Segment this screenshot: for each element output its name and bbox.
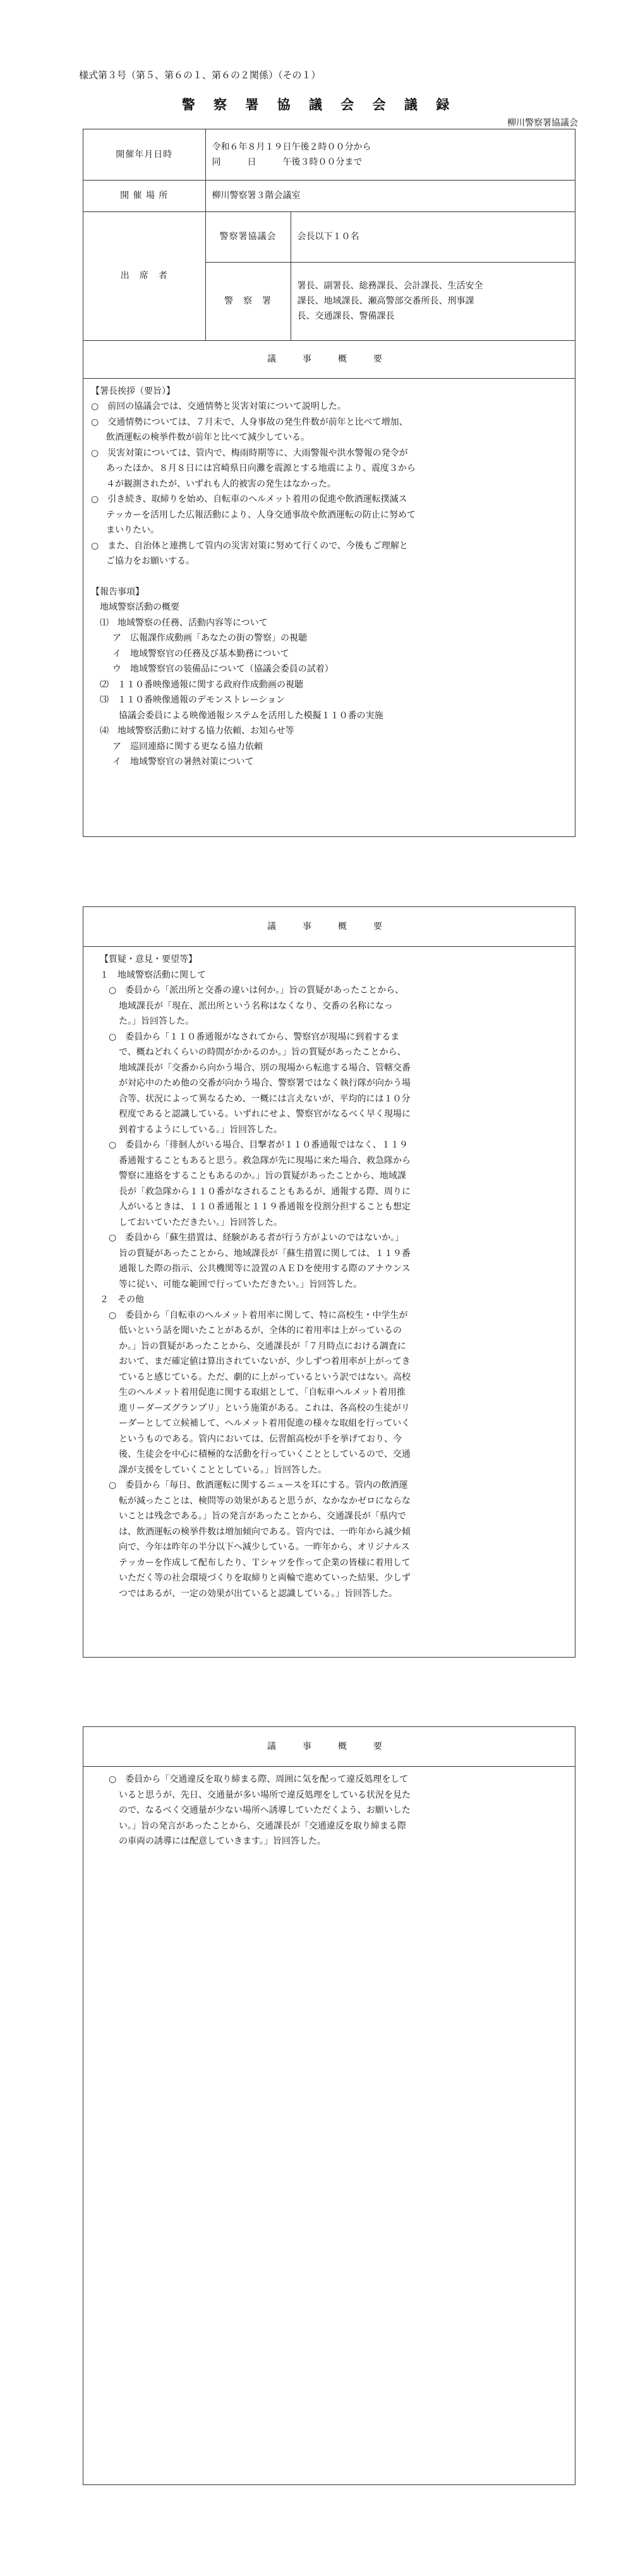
text-line: 旨の質疑があったことから、地域課長が「蘇生措置に関しては、１１９番 (119, 1248, 411, 1259)
text-line: 協議会委員による映像通報システムを活用した模擬１１０番の実施 (119, 710, 383, 721)
text-line: 向で、今年は昨年の半分以下へ減少している。一昨年から、オリジナルス (119, 1542, 410, 1552)
text-line: イ 地域警察官の任務及び基本勤務について (112, 648, 289, 659)
text-line: ーダーとして立候補して、ヘルメット着用促進の様々な取組を行っていく (119, 1418, 411, 1428)
form-number: 様式第３号（第５、第６の１、第６の２関係）（その１） (79, 69, 321, 81)
text-line: 地域警察活動の概要 (100, 602, 179, 612)
text-line: 後、生徒会を中心に積極的な活動を行っていくこととしているので、交通 (119, 1449, 411, 1459)
text-line: た。」旨回答した。 (119, 1016, 194, 1026)
text-line: か。」旨の質疑があったことから、交通課長が「７月時点における調査に (119, 1341, 406, 1351)
text-line: ２ その他 (100, 1295, 144, 1305)
text-line: で、概ねどれくらいの時間がかかるのか。」旨の質疑があったことから、 (119, 1047, 406, 1057)
attendees-label: 出 席 者 (83, 211, 205, 340)
minutes-page-3 (83, 1726, 575, 2485)
text-line: 番通報することもあると思う。救急隊が先に現場に来た場合、救急隊から (119, 1155, 411, 1166)
text-line: 到着するようにしている。」旨回答した。 (119, 1124, 282, 1135)
text-line: 低いという話を聞いたことがあるが、全体的に着用率は上がっているの (119, 1326, 402, 1336)
text-line: 合等、状況によって異なるため、一概には言えないが、平均的には１０分 (119, 1093, 411, 1104)
text-line: ていると感じている。ただ、劇的に上がっているという訳ではない。高校 (119, 1372, 411, 1382)
page-3-body (83, 1767, 575, 1858)
text-line: ⑶ １１０番映像通報のデモンストレーション (100, 695, 286, 705)
text-line: 課が支援をしていくこととしている。」旨回答した。 (119, 1464, 327, 1475)
text-line: ア 巡回連絡に関する更なる協力依頼 (112, 741, 263, 752)
text-line: ○ 引き続き、取締りを始め、自転車のヘルメット着用の促進や飲酒運転撲滅ス (91, 494, 407, 504)
text-line: あったほか、８月８日には宮崎県日向灘を震源とする地震により、震度３から (106, 463, 416, 473)
text-line: いると思うが、先日、交通量が多い場所で違反処理をしている状況を見た (119, 1790, 411, 1800)
council-label: 警察署協議会 (205, 211, 291, 262)
text-line: ○ 委員から「交通違反を取り締まる際、周囲に気を配って違反処理をして (100, 1774, 409, 1784)
section-heading: 議 事 概 要 (83, 907, 575, 947)
text-line: ⑴ 地域警察の任務、活動内容等について (100, 617, 268, 628)
document-title: 警 察 署 協 議 会 会 議 録 (181, 97, 457, 112)
text-line: 地域課長が「現在、派出所という名称はなくなり、交番の名称になっ (119, 1000, 393, 1011)
text-line: 等に従い、可能な範囲で行っていただきたい。」旨回答した。 (119, 1279, 362, 1290)
text-line: 長が「救急隊から１１０番がなされることもあるが、通報する際、周りに (119, 1186, 411, 1197)
minutes-page-1 (83, 129, 575, 837)
organization-name: 柳川警察署協議会 (507, 118, 578, 128)
text-line: が対応中のため他の交番が向かう場合、警察署ではなく執行隊が向かう場 (119, 1078, 411, 1088)
council-value: 会長以下１０名 (291, 211, 575, 262)
text-line: つではあるが、一定の効果が出ていると認識している。」旨回答した。 (119, 1588, 397, 1599)
page-1-body (83, 379, 575, 779)
text-line: 警察に連絡をすることもあるのか。」旨の質疑があったことから、地域課 (119, 1171, 406, 1181)
text-line: しておいていただきたい。」旨回答した。 (119, 1217, 282, 1228)
text-line: おいて、まだ確定値は算出されていないが、少しずつ着用率が上がってき (119, 1356, 411, 1367)
text-line: というものである。管内においては、伝習館高校が手を挙げており、今 (119, 1433, 402, 1444)
text-line: ○ 委員から「徘徊人がいる場合、目撃者が１１０番通報ではなく、１１９ (100, 1140, 408, 1150)
text-line: テッカーを活用した広報活動により、人身交通事故や飲酒運転の防止に努めて (106, 509, 416, 520)
text-line: ○ 委員から「毎日、飲酒運転に関するニュースを耳にする。管内の飲酒運 (100, 1480, 408, 1490)
text-line: 進リーダーズグランプリ」という施策がある。これは、各高校の生徒がリ (119, 1403, 410, 1413)
date-value: 令和６年８月１９日午後２時００分から 同 日 午後３時００分まで (205, 129, 575, 180)
text-line: 地域課長が「交番から向かう場合、別の現場から転進する場合、管轄交番 (119, 1062, 411, 1073)
text-line: ○ 前回の協議会では、交通情勢と災害対策について説明した。 (91, 401, 346, 412)
text-line: 転が減ったことは、検問等の効果があると思うが、なかなかゼロにならな (119, 1495, 411, 1506)
text-line: 【報告事項】 (91, 586, 144, 597)
text-line: 飲酒運転の検挙件数が前年と比べて減少している。 (106, 432, 310, 442)
text-line: イ 地域警察官の暑熱対策について (112, 757, 254, 767)
spacer (91, 569, 566, 585)
text-line: ⑵ １１０番映像通報に関する政府作成動画の視聴 (100, 679, 303, 690)
text-line: いことは残念である。」旨の発言があったことから、交通課長が「県内で (119, 1511, 406, 1521)
section-heading: 議 事 概 要 (83, 1727, 575, 1767)
text-line: 【質疑・意見・要望等】 (100, 954, 197, 965)
text-line: ○ 交通情勢については、７月末で、人身事故の発生件数が前年と比べて増加、 (91, 417, 408, 427)
text-line: 人がいるときは、１１０番通報と１１９番通報を役割分担することも想定 (119, 1202, 411, 1212)
page-2-body (83, 947, 575, 1610)
text-line: テッカーを作成して配布したり、Ｔシャツを作って企業の皆様に着用して (119, 1557, 411, 1568)
text-line: いただく等の社会環境づくりを取締りと両輪で進めていった結果、少しず (119, 1573, 411, 1583)
text-line: 程度であると認識している。いずれにせよ、警察官がなるべく早く現場に (119, 1109, 411, 1119)
text-line: ○ 委員から「自転車のヘルメット着用率に関して、特に高校生・中学生が (100, 1310, 408, 1321)
text-line: ○ また、自治体と連携して管内の災害対策に努めて行くので、今後もご理解と (91, 540, 408, 551)
text-line: 通報した際の指示、公共機関等に設置のＡＥＤを使用する際のアナウンス (119, 1264, 411, 1274)
text-line: １ 地域警察活動に関して (100, 970, 206, 980)
place-label: 開 催 場 所 (83, 180, 205, 211)
place-value: 柳川警察署３階会議室 (205, 180, 575, 211)
text-line: ○ 委員から「派出所と交番の違いは何か。」旨の質疑があったことから、 (100, 985, 404, 995)
text-line: ア 広報課作成動画「あなたの街の警察」の視聴 (112, 633, 307, 643)
text-line: の車両の誘導には配意していきます。」旨回答した。 (119, 1836, 326, 1846)
text-line: ４が観測されたが、いずれも人的被害の発生はなかった。 (106, 478, 336, 489)
police-value: 署長、副署長、総務課長、会計課長、生活安全 課長、地域課長、瀬高警部交番所長、刑事課 長、交通課長、警備課長 (291, 262, 575, 340)
text-line: 【署長挨拶（要旨）】 (91, 386, 175, 396)
text-line: は、飲酒運転の検挙件数は増加傾向である。管内では、一昨年から減少傾 (119, 1526, 411, 1537)
section-heading: 議 事 概 要 (83, 340, 575, 378)
text-line: ○ 委員から「１１０番通報がなされてから、警察官が現場に到着するま (100, 1031, 400, 1042)
text-line: ご協力をお願いする。 (106, 556, 195, 566)
text-line: ○ 災害対策については、管内で、梅雨時期等に、大雨警報や洪水警報の発令が (91, 448, 408, 458)
police-label: 警 察 署 (205, 262, 291, 340)
text-line: まいりたい。 (106, 525, 159, 535)
meeting-info-table (83, 129, 575, 379)
minutes-page-2 (83, 906, 575, 1658)
text-line: ので、なるべく交通量が少ない場所へ誘導していただくよう、お願いした (119, 1805, 411, 1815)
date-label: 開催年月日時 (83, 129, 205, 180)
text-line: ウ 地域警察官の装備品について（協議会委員の試着） (112, 664, 334, 674)
text-line: い。」旨の発言があったことから、交通課長が「交通違反を取り締まる際 (119, 1820, 406, 1831)
text-line: 生のヘルメット着用促進に関する取組として、「自転車ヘルメット着用推 (119, 1387, 406, 1398)
text-line: ○ 委員から「蘇生措置は、経験がある者が行う方がよいのではないか。」 (100, 1233, 404, 1243)
text-line: ⑷ 地域警察活動に対する協力依頼、お知らせ等 (100, 726, 294, 736)
